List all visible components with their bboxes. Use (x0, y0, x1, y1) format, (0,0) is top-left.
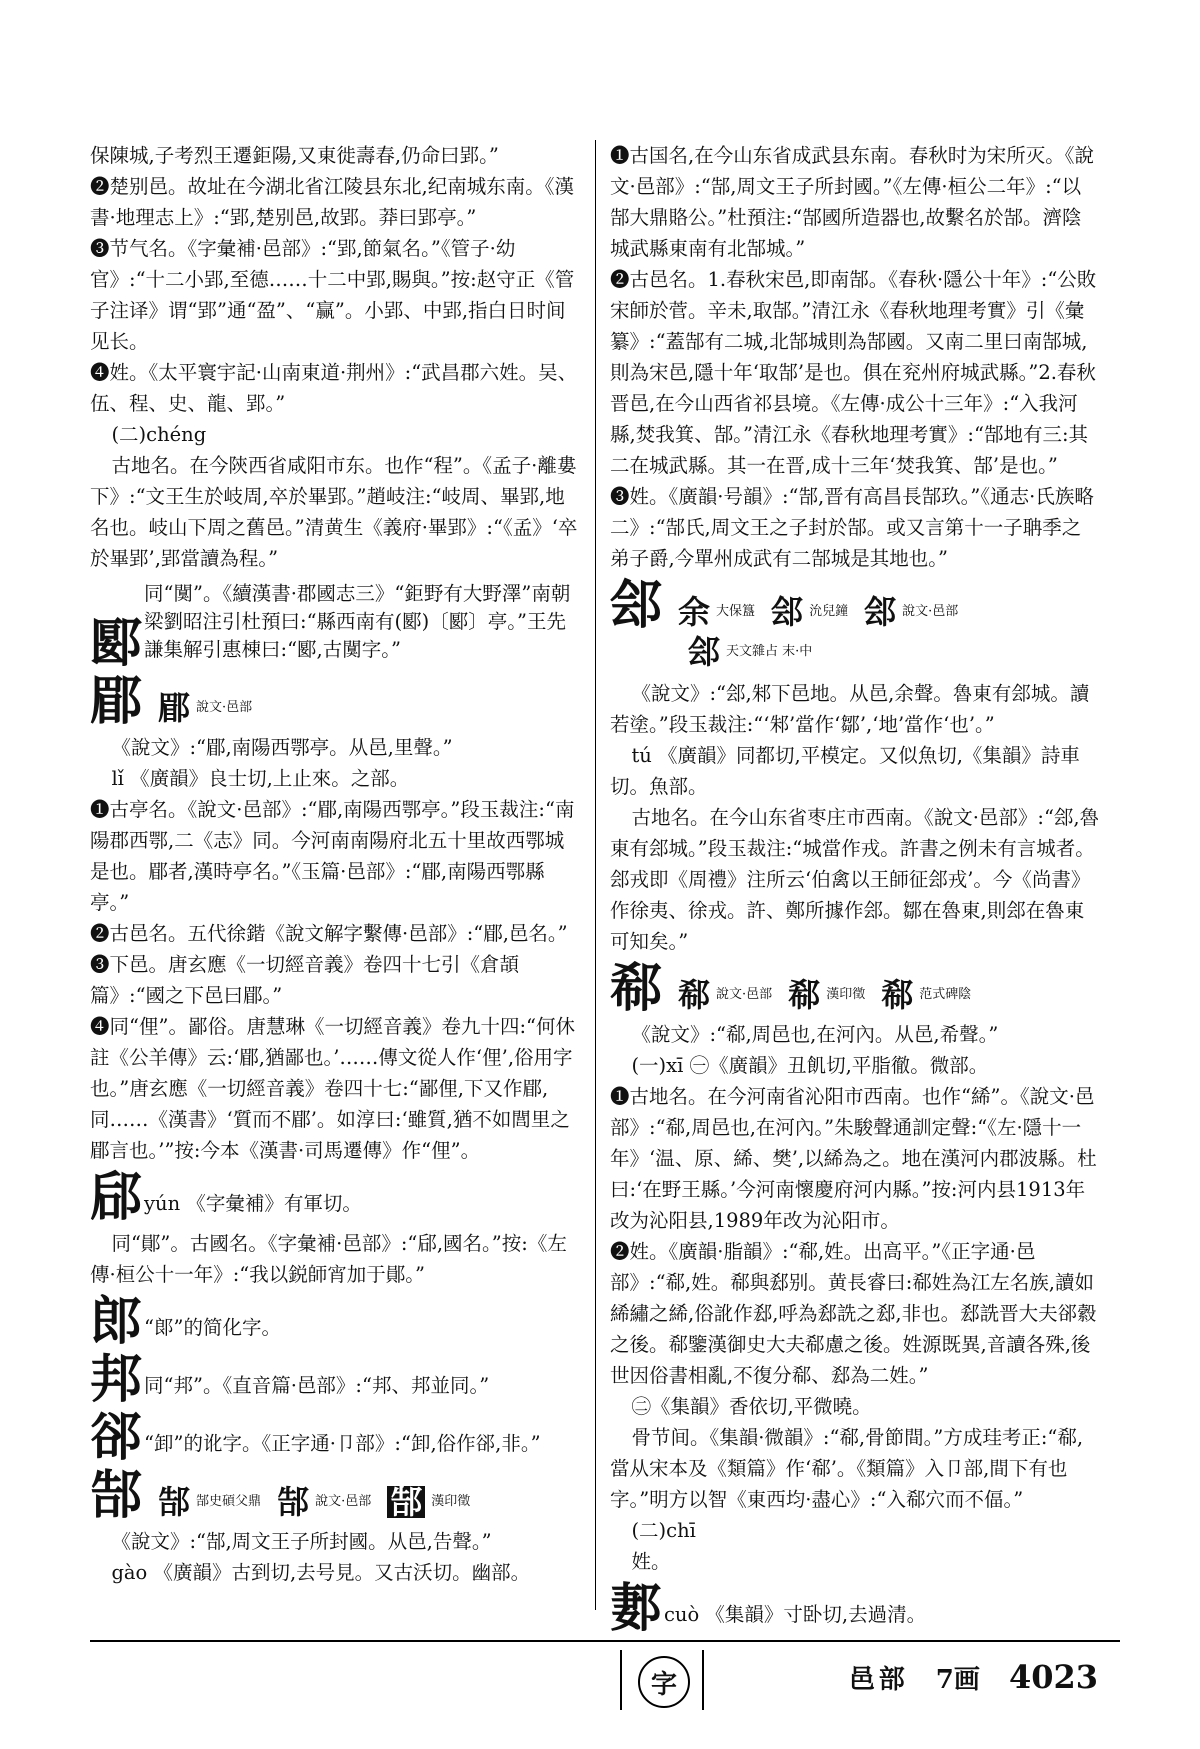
seal-glyph: 郗 (881, 976, 914, 1014)
headword-inline-text: yún 《字彙補》有軍切。 (144, 1192, 362, 1215)
entry-paragraph: ❷姓。《廣韻·脂韻》:“郗,姓。出高平。”《正字通·邑部》:“郗,姓。郗與郄别。黄長睿曰:郗姓為江左名族,讀如絺繡之絺,俗訛作郄,呼為郄詵之郄,非也。郄詵晋大夫郤縠之後。郗鑒漢御史大夫郗慮之後。姓源既異,音讀各殊,後世因俗書相亂,不復分郗、郄為二姓。” (610, 1240, 1097, 1387)
headword-inline-text: 同“闃”。《續漢書·郡國志三》“鉅野有大野澤”南朝梁劉昭注引杜預曰:“縣西南有(郾)〔郾〕亭。”王先謙集解引惠棟曰:“郾,古闃字。” (144, 582, 571, 661)
headword-li (90, 671, 580, 732)
seal-glyph: 郐 (864, 593, 897, 631)
entry-paragraph: ❶古国名,在今山东省成武县东南。春秋时为宋所灭。《說文·邑部》:“郜,周文王子所封國。”《左傳·桓公二年》:“以郜大鼎賂公。”杜預注:“郜國所造器也,故繫名於郜。濟陰城武縣東南有北郜城。” (610, 144, 1094, 260)
seal-glyph: 郜 (277, 1483, 310, 1521)
seal-script-form (277, 1483, 372, 1522)
page-footer (90, 1650, 1120, 1720)
dictionary-page (90, 140, 1120, 1640)
seal-glyph: 郐 (688, 633, 721, 671)
seal-caption: 沇兒鐘 (809, 604, 849, 619)
stroke-count: 7画 (935, 1665, 980, 1695)
seal-script-form (387, 1483, 471, 1522)
headword-char: 郾 (90, 613, 143, 674)
entry-paragraph: 《說文》:“郿,南陽西鄂亭。从邑,里聲。” (111, 736, 453, 759)
entry-paragraph: 古地名。在今陝西省咸阳市东。也作“程”。《孟子·離婁下》:“文王生於岐周,卒於畢郢。”趙岐注:“岐周、畢郢,地名也。岐山下周之舊邑。”清黄生《義府·畢郢》:“《孟》‘卒於畢郢’,郢當讀為程。” (90, 454, 578, 570)
entry-paragraph: gào 《廣韻》古到切,去号見。又古沃切。幽部。 (111, 1561, 531, 1584)
headword-char: 郎 (90, 1291, 143, 1352)
seal-caption: 范式碑陰 (919, 987, 972, 1002)
entry-paragraph: ❶古亭名。《說文·邑部》:“郿,南陽西鄂亭。”段玉裁注:“南陽郡西鄂,二《志》同。今河南南陽府北五十里故西鄂城是也。郿者,漢時亭名。”《玉篇·邑部》:“郿,南陽西鄂縣亭。” (90, 798, 575, 914)
seal-script-form (864, 593, 959, 632)
seal-glyph: 余 (678, 593, 711, 631)
page-info (849, 1658, 1098, 1696)
headword-inline-text: “郞”的简化字。 (144, 1316, 281, 1339)
seal-caption: 天文雜占 末·中 (726, 644, 813, 659)
headword-char: 郤 (90, 1407, 143, 1468)
seal-caption: 說文·邑部 (315, 1494, 372, 1509)
entry-paragraph: ❸节气名。《字彙補·邑部》:“郢,節氣名。”《管子·幼官》:“十二小郢,至德……十二中郢,賜與。”按:赵守正《管子注译》谓“郢”通“盈”、“赢”。小郢、中郢,指白日时间见长。 (90, 237, 575, 353)
headword-char: 邦 (90, 1349, 143, 1410)
seal-script-form (771, 593, 849, 632)
entry-paragraph: 古地名。在今山东省枣庄市西南。《說文·邑部》:“郐,魯東有郐城。”段玉裁注:“城當作戎。許書之例未有言城者。郐戎即《周禮》注所云‘伯禽以王師征郐戎’。今《尚書》作徐夷、徐戎。許、鄭所據作郐。鄒在魯東,則郐在魯東可知矣。” (610, 806, 1100, 953)
seal-script-form (158, 689, 253, 728)
seal-script-form (688, 633, 813, 672)
left-column (90, 140, 580, 1588)
entry-paragraph: 骨节间。《集韻·微韻》:“郗,骨節間。”方成珪考正:“郗,當从宋本及《類篇》作‘郗’。《類篇》入卩部,間下有也字。”明方以智《東西均·盡心》:“入郗穴而不偪。” (610, 1426, 1084, 1511)
entry-paragraph: 《說文》:“郗,周邑也,在河內。从邑,希聲。” (631, 1023, 999, 1046)
seal-glyph: 郗 (678, 976, 711, 1014)
footer-bar (620, 1650, 622, 1710)
headword-inline-text: cuò 《集韻》寸卧切,去過清。 (664, 1603, 927, 1626)
entry-paragraph: 《說文》:“郐,邾下邑地。从邑,余聲。魯東有郐城。讀若塗。”段玉裁注:“‘邾’當作‘鄒’,‘地’當作‘也’。” (610, 682, 1090, 736)
headword-xie (90, 1407, 580, 1468)
right-column (610, 140, 1100, 1639)
headword-char: 郐 (610, 575, 663, 636)
headword-gao (90, 1465, 580, 1526)
headword-lang (90, 1291, 580, 1352)
entry-paragraph: 《說文》:“郜,周文王子所封國。从邑,告聲。” (111, 1530, 492, 1553)
headword-char: 郈 (90, 1167, 143, 1228)
seal-caption: 漢印徵 (826, 987, 866, 1002)
entry-paragraph: ❹同“俚”。鄙俗。唐慧琳《一切經音義》卷九十四:“何休註《公羊傳》云:‘郿,猶鄙也。’……傳文從人作‘俚’,俗用字也。”唐玄應《一切經音義》卷四十七:“鄙俚,下又作郿,同……《漢書》‘質而不郿’。如淳曰:‘雖質,猶不如閭里之郿言也。’”按:今本《漢書·司馬遷傳》作“俚”。 (90, 1015, 575, 1162)
seal-caption: 大保簋 (716, 604, 756, 619)
headword-tu (610, 575, 1100, 636)
entry-paragraph: tú 《廣韻》同都切,平模定。又似魚切,《集韻》詩車切。魚部。 (610, 744, 1080, 798)
headword-char: 郗 (610, 958, 663, 1019)
page-number: 4023 (1008, 1658, 1098, 1696)
headword-cuo (610, 1578, 1100, 1639)
seal-caption: 郜史碩父鼎 (196, 1494, 262, 1509)
section-name: 邑部 (848, 1665, 909, 1695)
entry-paragraph: 姓。 (631, 1550, 671, 1573)
headword-inline-text: “卸”的讹字。《正字通·卩部》:“卸,俗作郤,非。” (144, 1432, 541, 1455)
seal-script-form (678, 593, 756, 632)
headword-char: 郪 (610, 1578, 663, 1639)
entry-paragraph: ❹姓。《太平寰宇記·山南東道·荆州》:“武昌郡六姓。吴、伍、程、史、龍、郢。” (90, 361, 578, 415)
entry-paragraph: ㊁《集韻》香依切,平微曉。 (631, 1395, 872, 1418)
reading-label: (二)chī (631, 1519, 696, 1542)
seal-glyph: 郜 (387, 1486, 425, 1518)
headword-xi (610, 958, 1100, 1019)
seal-caption: 說文·邑部 (716, 987, 773, 1002)
entry-paragraph: ❸姓。《廣韻·号韻》:“郜,晋有高昌長郜玖。”《通志·氏族略二》:“郜氏,周文王之子封於郜。或又言第十一子聃季之弟子爵,今單州成武有二郜城是其地也。” (610, 485, 1094, 570)
seal-script-form (788, 976, 866, 1015)
headword-char: 郿 (90, 671, 143, 732)
entry-paragraph: ❸下邑。唐玄應《一切經音義》卷四十七引《倉頡篇》:“國之下邑曰郿。” (90, 953, 520, 1007)
headword-bang (90, 1349, 580, 1410)
seal-glyph: 郐 (771, 593, 804, 631)
entry-paragraph: 同“鄖”。古國名。《字彙補·邑部》:“郈,國名。”按:《左傳·桓公十一年》:“我以鋭師宵加于鄖。” (90, 1232, 567, 1286)
seal-glyph: 郿 (158, 689, 191, 727)
publisher-logo-icon: 字 (638, 1656, 690, 1708)
headword-yan (90, 580, 580, 674)
reading-label: (二)chéng (111, 423, 207, 446)
seal-caption: 漢印徵 (431, 1494, 471, 1509)
footer-bar (702, 1650, 704, 1710)
column-divider (595, 140, 596, 1610)
entry-paragraph: (一)xī ㊀《廣韻》丑飢切,平脂徹。微部。 (631, 1054, 989, 1077)
headword-inline-text: 同“邦”。《直音篇·邑部》:“邦、邦並同。” (144, 1374, 490, 1397)
footer-rule (90, 1640, 1120, 1642)
entry-paragraph: ❷楚别邑。故址在今湖北省江陵县东北,纪南城东南。《漢書·地理志上》:“郢,楚别邑,故郢。莽曰郢亭。” (90, 175, 574, 229)
entry-paragraph: 保陳城,子考烈王遷鉅陽,又東徙壽春,仍命曰郢。” (90, 144, 499, 167)
seal-script-form (678, 976, 773, 1015)
headword-yun (90, 1167, 580, 1228)
seal-glyph: 郗 (788, 976, 821, 1014)
entry-paragraph: lǐ 《廣韻》良士切,上止來。之部。 (111, 767, 410, 790)
seal-caption: 說文·邑部 (196, 700, 253, 715)
entry-paragraph: ❷古邑名。1.春秋宋邑,即南郜。《春秋·隱公十年》:“公敗宋師於菅。辛未,取郜。”清江永《春秋地理考實》引《彙纂》:“蓋郜有二城,北郜城則為郜國。又南二里曰南郜城,則為宋邑,隱十年‘取郜’是也。俱在兖州府城武縣。”2.春秋晋邑,在今山西省祁县境。《左傳·成公十三年》:“入我河縣,焚我箕、郜。”清江永《春秋地理考實》:“郜地有三:其二在城武縣。其一在晋,成十三年‘焚我箕、郜’是也。” (610, 268, 1097, 477)
seal-caption: 說文·邑部 (902, 604, 959, 619)
seal-glyph: 郜 (158, 1483, 191, 1521)
seal-script-row (610, 633, 1100, 672)
seal-script-form (881, 976, 972, 1015)
entry-paragraph: ❶古地名。在今河南省沁阳市西南。也作“絺”。《說文·邑部》:“郗,周邑也,在河內。”朱駿聲通訓定聲:“《左·隱十一年》‘温、原、絺、樊’,以絺為之。地在漢河内郡波縣。杜曰:‘在野王縣。’今河南懷慶府河内縣。”按:河内县1913年改为沁阳县,1989年改为沁阳市。 (610, 1085, 1097, 1232)
seal-script-form (158, 1483, 262, 1522)
entry-paragraph: ❷古邑名。五代徐鍇《說文解字繫傳·邑部》:“郿,邑名。” (90, 922, 568, 945)
headword-char: 郜 (90, 1465, 143, 1526)
